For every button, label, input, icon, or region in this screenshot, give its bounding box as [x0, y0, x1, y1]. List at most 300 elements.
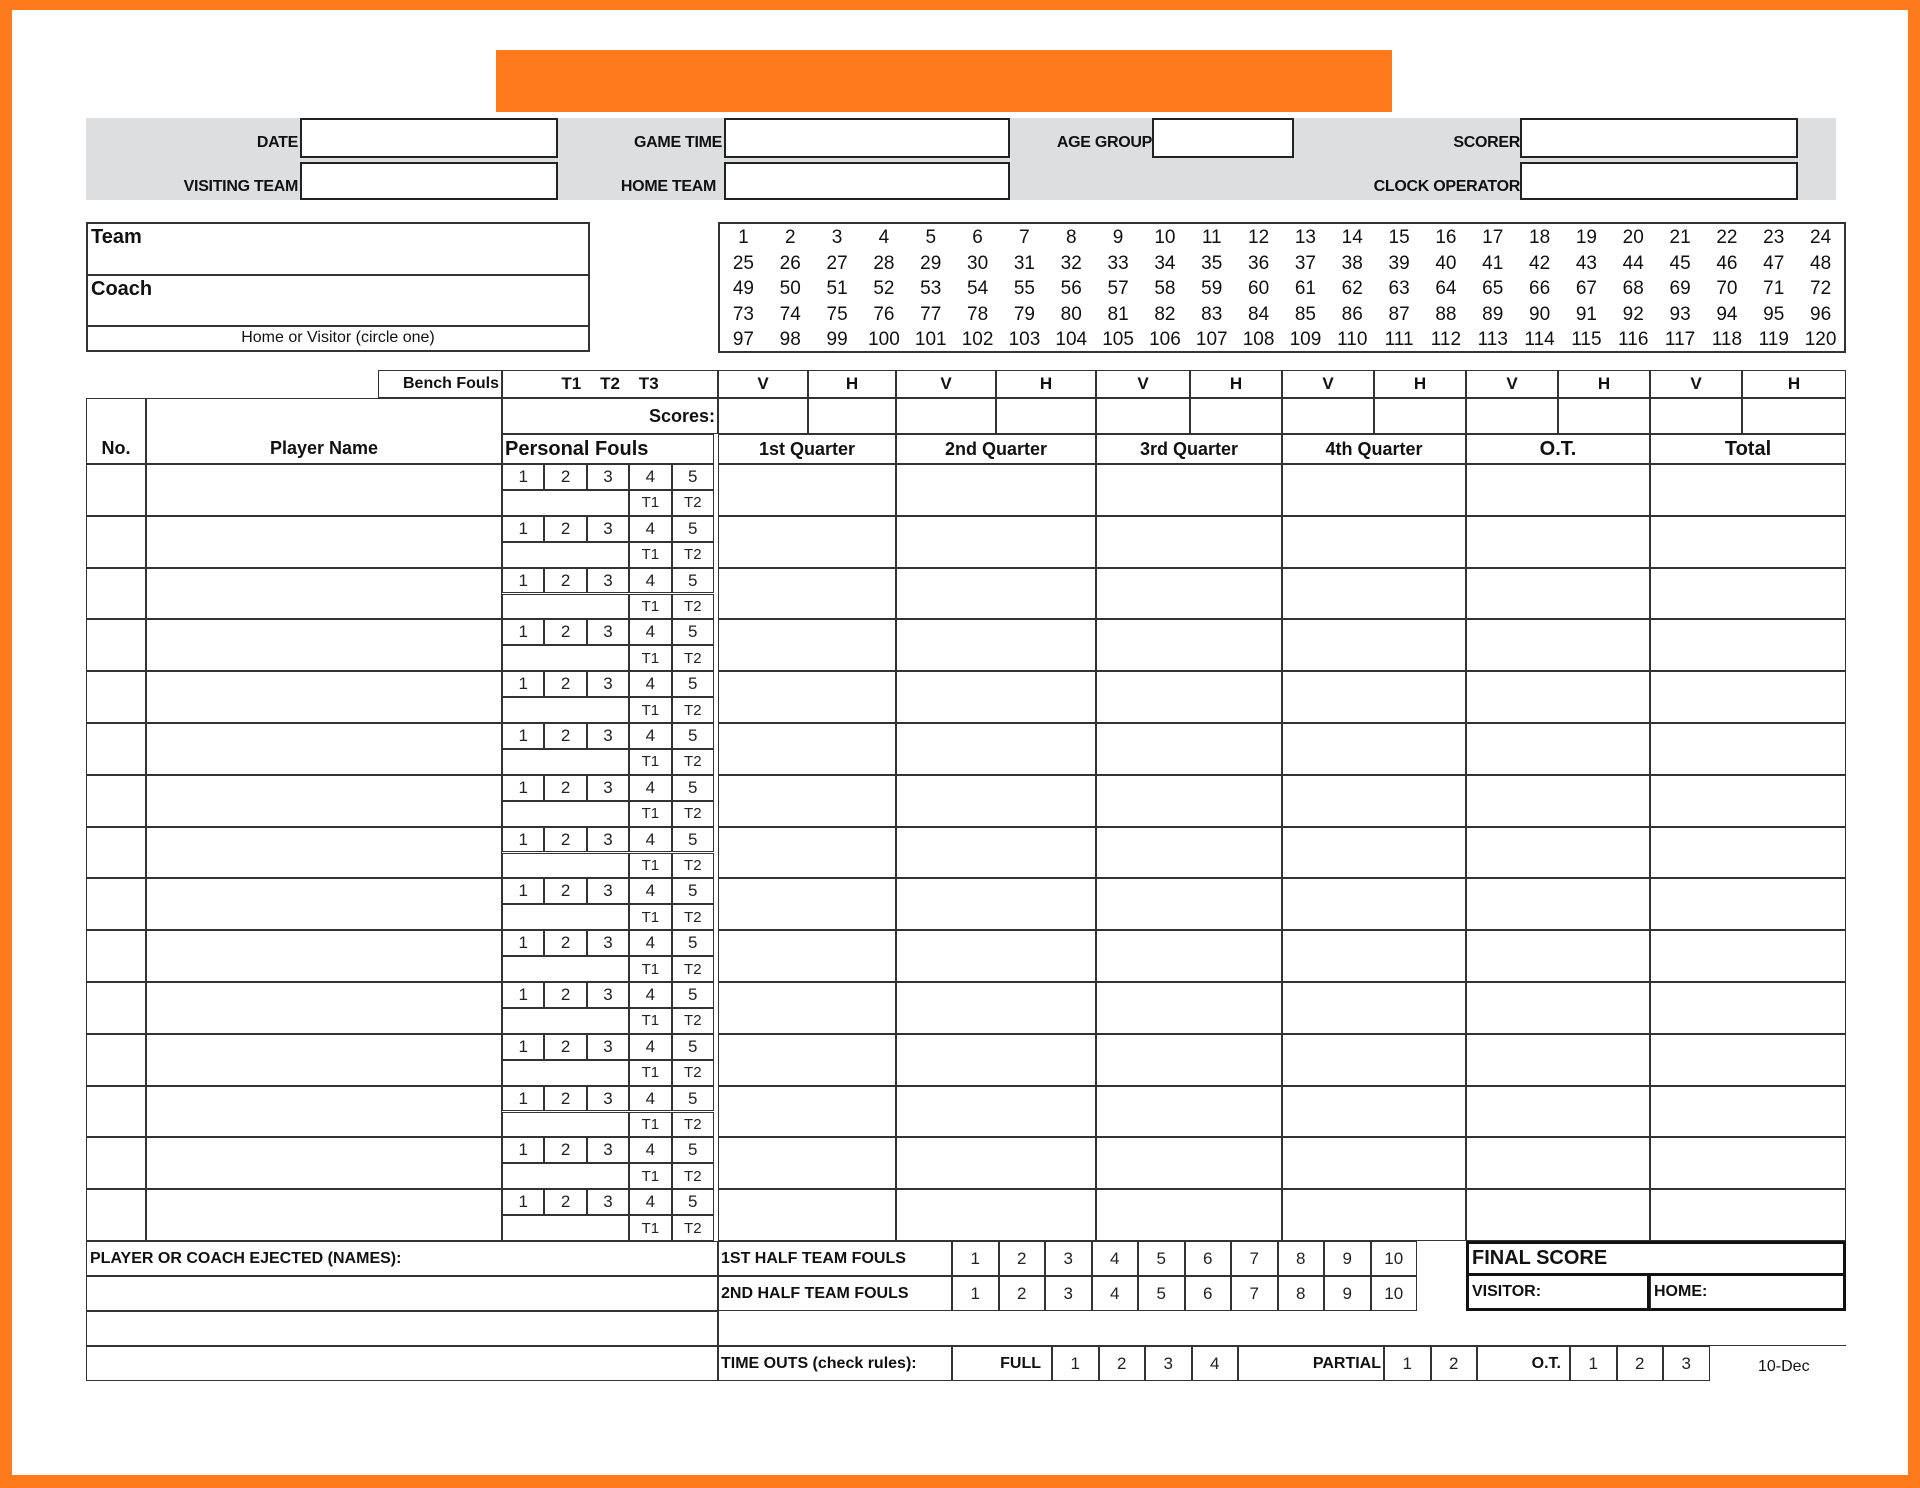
player-number-cell[interactable]: [86, 982, 146, 1034]
personal-foul-box[interactable]: 5: [672, 568, 714, 594]
team-foul-box[interactable]: 6: [1185, 1241, 1232, 1276]
personal-foul-box[interactable]: 1: [502, 516, 544, 542]
period-points-cell[interactable]: [1650, 516, 1846, 568]
running-score-number[interactable]: 74: [779, 303, 801, 325]
personal-foul-box[interactable]: 2: [544, 619, 586, 645]
period-points-cell[interactable]: [1282, 464, 1466, 516]
period-points-cell[interactable]: [1096, 723, 1282, 775]
running-score-number[interactable]: 9: [1112, 227, 1124, 248]
personal-foul-box[interactable]: 3: [587, 1189, 629, 1215]
running-score-number[interactable]: 58: [1154, 278, 1176, 299]
personal-foul-box[interactable]: 3: [587, 723, 629, 749]
running-score-number[interactable]: 8: [1065, 227, 1077, 248]
period-points-cell[interactable]: [1650, 930, 1846, 982]
player-name-cell[interactable]: [146, 723, 502, 775]
running-score-number[interactable]: 30: [967, 252, 989, 274]
period-points-cell[interactable]: [1282, 619, 1466, 671]
player-number-cell[interactable]: [86, 464, 146, 516]
home-team-field[interactable]: [724, 162, 1010, 200]
running-score-number[interactable]: 1: [738, 227, 749, 248]
period-points-cell[interactable]: [896, 568, 1096, 620]
running-score-number[interactable]: 69: [1669, 278, 1691, 299]
period-points-cell[interactable]: [1650, 671, 1846, 723]
period-points-cell[interactable]: [718, 1086, 896, 1138]
period-points-cell[interactable]: [718, 723, 896, 775]
running-score-number[interactable]: 81: [1107, 303, 1129, 325]
running-score-number[interactable]: 90: [1529, 303, 1551, 325]
personal-foul-box[interactable]: 4: [629, 982, 671, 1008]
technical-foul-box[interactable]: T2: [672, 1215, 714, 1241]
running-score-number[interactable]: 36: [1248, 252, 1270, 274]
running-score-number[interactable]: 53: [920, 278, 942, 299]
player-name-cell[interactable]: [146, 1034, 502, 1086]
home-or-visitor-label[interactable]: Home or Visitor (circle one): [241, 329, 435, 346]
period-points-cell[interactable]: [1650, 827, 1846, 879]
period-points-cell[interactable]: [1650, 982, 1846, 1034]
running-score-number[interactable]: 42: [1529, 252, 1551, 274]
running-score-number[interactable]: 56: [1060, 278, 1082, 299]
running-score-number[interactable]: 119: [1758, 329, 1789, 350]
personal-foul-box[interactable]: 2: [544, 982, 586, 1008]
running-score-number[interactable]: 29: [920, 252, 942, 274]
player-name-cell[interactable]: [146, 775, 502, 827]
personal-foul-box[interactable]: 2: [544, 464, 586, 490]
running-score-number[interactable]: 86: [1341, 303, 1363, 325]
running-score-number[interactable]: 31: [1013, 252, 1035, 274]
personal-foul-box[interactable]: 4: [629, 619, 671, 645]
ejected-name-line[interactable]: [86, 1311, 718, 1346]
running-score-number[interactable]: 17: [1482, 227, 1504, 248]
period-points-cell[interactable]: [1466, 1137, 1650, 1189]
partial-timeout-box[interactable]: 1: [1384, 1346, 1431, 1381]
running-score-number[interactable]: 51: [826, 278, 848, 299]
ejected-name-line[interactable]: [86, 1276, 718, 1311]
personal-foul-box[interactable]: 5: [672, 878, 714, 904]
personal-foul-box[interactable]: 3: [587, 671, 629, 697]
team-foul-box[interactable]: 4: [1092, 1276, 1139, 1311]
player-name-cell[interactable]: [146, 827, 502, 879]
quarter-score-cell[interactable]: [1374, 398, 1466, 434]
quarter-score-cell[interactable]: [718, 398, 808, 434]
period-points-cell[interactable]: [1282, 1034, 1466, 1086]
running-score-number[interactable]: 89: [1482, 303, 1504, 325]
personal-foul-box[interactable]: 2: [544, 930, 586, 956]
technical-foul-box[interactable]: T2: [672, 594, 714, 620]
personal-foul-box[interactable]: 4: [629, 671, 671, 697]
player-number-cell[interactable]: [86, 619, 146, 671]
running-score-number[interactable]: 32: [1060, 252, 1082, 274]
period-points-cell[interactable]: [1282, 723, 1466, 775]
running-score-number[interactable]: 103: [1008, 329, 1041, 350]
technical-foul-box[interactable]: T2: [672, 542, 714, 568]
personal-foul-box[interactable]: 2: [544, 671, 586, 697]
technical-foul-box[interactable]: T1: [629, 801, 671, 827]
personal-foul-box[interactable]: 1: [502, 723, 544, 749]
running-score-number[interactable]: 106: [1149, 329, 1181, 350]
running-score-number[interactable]: 114: [1524, 329, 1555, 350]
running-score-number[interactable]: 16: [1435, 227, 1457, 248]
running-score-number[interactable]: 79: [1013, 303, 1035, 325]
personal-foul-box[interactable]: 3: [587, 464, 629, 490]
period-points-cell[interactable]: [1096, 930, 1282, 982]
personal-foul-box[interactable]: 3: [587, 619, 629, 645]
player-number-cell[interactable]: [86, 671, 146, 723]
team-foul-box[interactable]: 7: [1231, 1276, 1278, 1311]
running-score-number[interactable]: 105: [1102, 329, 1134, 350]
technical-foul-box[interactable]: T1: [629, 1008, 671, 1034]
technical-foul-box[interactable]: T2: [672, 904, 714, 930]
personal-foul-box[interactable]: 3: [587, 930, 629, 956]
personal-foul-box[interactable]: 3: [587, 516, 629, 542]
running-score-number[interactable]: 76: [873, 303, 895, 325]
period-points-cell[interactable]: [1282, 1189, 1466, 1241]
scorer-field[interactable]: [1520, 118, 1798, 158]
period-points-cell[interactable]: [896, 1034, 1096, 1086]
personal-foul-box[interactable]: 4: [629, 1137, 671, 1163]
technical-foul-box[interactable]: T1: [629, 542, 671, 568]
personal-foul-box[interactable]: 4: [629, 516, 671, 542]
personal-foul-box[interactable]: 5: [672, 1137, 714, 1163]
quarter-score-cell[interactable]: [896, 398, 996, 434]
running-score-number[interactable]: 37: [1294, 252, 1316, 274]
personal-foul-box[interactable]: 3: [587, 1086, 629, 1112]
date-field[interactable]: [300, 118, 558, 158]
period-points-cell[interactable]: [1466, 1086, 1650, 1138]
personal-foul-box[interactable]: 3: [587, 982, 629, 1008]
technical-foul-box[interactable]: T2: [672, 1008, 714, 1034]
player-number-cell[interactable]: [86, 827, 146, 879]
period-points-cell[interactable]: [1282, 982, 1466, 1034]
running-score-number[interactable]: 57: [1107, 278, 1129, 299]
final-score-home[interactable]: HOME:: [1650, 1276, 1846, 1311]
running-score-number[interactable]: 27: [826, 252, 848, 274]
player-name-cell[interactable]: [146, 516, 502, 568]
player-name-cell[interactable]: [146, 930, 502, 982]
period-points-cell[interactable]: [718, 619, 896, 671]
running-score-number[interactable]: 112: [1430, 329, 1462, 350]
team-foul-box[interactable]: 10: [1371, 1276, 1418, 1311]
running-score-number[interactable]: 50: [779, 278, 801, 299]
running-score-number[interactable]: 71: [1763, 278, 1785, 299]
period-points-cell[interactable]: [1466, 878, 1650, 930]
personal-foul-box[interactable]: 4: [629, 878, 671, 904]
partial-timeout-box[interactable]: 2: [1431, 1346, 1478, 1381]
running-score-number[interactable]: 115: [1571, 329, 1602, 350]
game-time-field[interactable]: [724, 118, 1010, 158]
period-points-cell[interactable]: [718, 1137, 896, 1189]
personal-foul-box[interactable]: 2: [544, 775, 586, 801]
team-foul-box[interactable]: 8: [1278, 1276, 1325, 1311]
quarter-score-cell[interactable]: [1650, 398, 1742, 434]
running-score-number[interactable]: 118: [1711, 329, 1743, 350]
full-timeout-box[interactable]: 4: [1192, 1346, 1239, 1381]
personal-foul-box[interactable]: 5: [672, 516, 714, 542]
personal-foul-box[interactable]: 4: [629, 1034, 671, 1060]
full-timeout-box[interactable]: 3: [1145, 1346, 1192, 1381]
running-score-number[interactable]: 109: [1289, 329, 1322, 350]
period-points-cell[interactable]: [1096, 982, 1282, 1034]
personal-foul-box[interactable]: 1: [502, 1189, 544, 1215]
technical-foul-box[interactable]: T1: [629, 1163, 671, 1189]
running-score-number[interactable]: 98: [779, 329, 801, 350]
player-name-cell[interactable]: [146, 1189, 502, 1241]
period-points-cell[interactable]: [1096, 878, 1282, 930]
period-points-cell[interactable]: [1096, 827, 1282, 879]
running-score-number[interactable]: 67: [1575, 278, 1597, 299]
team-foul-box[interactable]: 9: [1324, 1241, 1371, 1276]
ot-timeout-box[interactable]: 1: [1570, 1346, 1617, 1381]
technical-foul-box[interactable]: T1: [629, 645, 671, 671]
running-score-number[interactable]: 107: [1195, 329, 1228, 350]
period-points-cell[interactable]: [896, 1137, 1096, 1189]
running-score-number[interactable]: 6: [972, 227, 983, 248]
running-score-number[interactable]: 26: [779, 252, 801, 274]
personal-foul-box[interactable]: 5: [672, 619, 714, 645]
team-foul-box[interactable]: 9: [1324, 1276, 1371, 1311]
running-score-number[interactable]: 73: [732, 303, 754, 325]
player-name-cell[interactable]: [146, 878, 502, 930]
period-points-cell[interactable]: [896, 516, 1096, 568]
personal-foul-box[interactable]: 1: [502, 982, 544, 1008]
player-number-cell[interactable]: [86, 1189, 146, 1241]
quarter-score-cell[interactable]: [1096, 398, 1190, 434]
running-score-number[interactable]: 15: [1388, 227, 1410, 248]
player-name-cell[interactable]: [146, 464, 502, 516]
period-points-cell[interactable]: [1466, 516, 1650, 568]
personal-foul-box[interactable]: 5: [672, 775, 714, 801]
running-score-number[interactable]: 91: [1575, 303, 1597, 325]
running-score-number[interactable]: 94: [1716, 303, 1738, 325]
personal-foul-box[interactable]: 2: [544, 878, 586, 904]
personal-foul-box[interactable]: 4: [629, 723, 671, 749]
technical-foul-box[interactable]: T2: [672, 490, 714, 516]
running-score-number[interactable]: 18: [1529, 227, 1551, 248]
period-points-cell[interactable]: [896, 775, 1096, 827]
running-score-number[interactable]: 113: [1477, 329, 1508, 350]
period-points-cell[interactable]: [1466, 464, 1650, 516]
period-points-cell[interactable]: [1466, 982, 1650, 1034]
running-score-number[interactable]: 33: [1107, 252, 1129, 274]
running-score-number[interactable]: 83: [1201, 303, 1223, 325]
period-points-cell[interactable]: [1466, 930, 1650, 982]
personal-foul-box[interactable]: 3: [587, 1034, 629, 1060]
personal-foul-box[interactable]: 4: [629, 930, 671, 956]
period-points-cell[interactable]: [1096, 1189, 1282, 1241]
period-points-cell[interactable]: [896, 982, 1096, 1034]
running-score-number[interactable]: 39: [1388, 252, 1410, 274]
technical-foul-box[interactable]: T2: [672, 697, 714, 723]
period-points-cell[interactable]: [1282, 827, 1466, 879]
technical-foul-box[interactable]: T1: [629, 1215, 671, 1241]
running-score-number[interactable]: 70: [1716, 278, 1738, 299]
player-number-cell[interactable]: [86, 1137, 146, 1189]
running-score-number[interactable]: 78: [967, 303, 989, 325]
running-score-number[interactable]: 84: [1248, 303, 1270, 325]
team-foul-box[interactable]: 5: [1138, 1241, 1185, 1276]
running-score-number[interactable]: 85: [1294, 303, 1316, 325]
team-foul-box[interactable]: 1: [952, 1241, 999, 1276]
personal-foul-box[interactable]: 1: [502, 1086, 544, 1112]
running-score-number[interactable]: 63: [1388, 278, 1410, 299]
technical-foul-box[interactable]: T1: [629, 1060, 671, 1086]
personal-foul-box[interactable]: 3: [587, 775, 629, 801]
running-score-number[interactable]: 61: [1294, 278, 1316, 299]
running-score-number[interactable]: 111: [1384, 329, 1414, 350]
period-points-cell[interactable]: [1650, 619, 1846, 671]
personal-foul-box[interactable]: 1: [502, 930, 544, 956]
running-score-number[interactable]: 52: [873, 278, 895, 299]
personal-foul-box[interactable]: 5: [672, 930, 714, 956]
personal-foul-box[interactable]: 1: [502, 671, 544, 697]
running-score-number[interactable]: 5: [925, 227, 937, 248]
personal-foul-box[interactable]: 5: [672, 1086, 714, 1112]
period-points-cell[interactable]: [1282, 878, 1466, 930]
period-points-cell[interactable]: [718, 516, 896, 568]
period-points-cell[interactable]: [896, 827, 1096, 879]
team-foul-box[interactable]: 8: [1278, 1241, 1325, 1276]
running-score-number[interactable]: 7: [1019, 227, 1030, 248]
running-score-number[interactable]: 96: [1810, 303, 1832, 325]
clock-operator-field[interactable]: [1520, 162, 1798, 200]
running-score-number[interactable]: 3: [831, 227, 843, 248]
player-name-cell[interactable]: [146, 568, 502, 620]
period-points-cell[interactable]: [1650, 1137, 1846, 1189]
running-score-number[interactable]: 28: [873, 252, 895, 274]
period-points-cell[interactable]: [896, 878, 1096, 930]
period-points-cell[interactable]: [718, 827, 896, 879]
running-score-number[interactable]: 10: [1154, 227, 1176, 248]
player-name-cell[interactable]: [146, 671, 502, 723]
running-score-number[interactable]: 55: [1013, 278, 1035, 299]
period-points-cell[interactable]: [1650, 1034, 1846, 1086]
technical-foul-box[interactable]: T1: [629, 904, 671, 930]
running-score-number[interactable]: 72: [1810, 278, 1832, 299]
personal-foul-box[interactable]: 4: [629, 464, 671, 490]
team-foul-box[interactable]: 2: [999, 1276, 1046, 1311]
technical-foul-box[interactable]: T2: [672, 1112, 714, 1138]
period-points-cell[interactable]: [1466, 671, 1650, 723]
running-score-number[interactable]: 93: [1669, 303, 1691, 325]
running-score-number[interactable]: 104: [1055, 329, 1088, 350]
running-score-number[interactable]: 19: [1575, 227, 1597, 248]
running-score-number[interactable]: 46: [1716, 252, 1738, 274]
final-score-visitor[interactable]: VISITOR:: [1466, 1276, 1650, 1311]
running-score-number[interactable]: 11: [1201, 227, 1222, 248]
running-score-number[interactable]: 35: [1201, 252, 1223, 274]
technical-foul-box[interactable]: T2: [672, 1163, 714, 1189]
personal-foul-box[interactable]: 1: [502, 775, 544, 801]
running-score-number[interactable]: 116: [1618, 329, 1649, 350]
personal-foul-box[interactable]: 1: [502, 1034, 544, 1060]
running-score-number[interactable]: 14: [1341, 227, 1363, 248]
running-score-number[interactable]: 22: [1716, 227, 1738, 248]
personal-foul-box[interactable]: 2: [544, 568, 586, 594]
personal-foul-box[interactable]: 2: [544, 1137, 586, 1163]
quarter-score-cell[interactable]: [996, 398, 1096, 434]
period-points-cell[interactable]: [1282, 930, 1466, 982]
personal-foul-box[interactable]: 5: [672, 982, 714, 1008]
period-points-cell[interactable]: [1466, 723, 1650, 775]
period-points-cell[interactable]: [1096, 1034, 1282, 1086]
period-points-cell[interactable]: [1096, 1086, 1282, 1138]
period-points-cell[interactable]: [1282, 775, 1466, 827]
team-foul-box[interactable]: 10: [1371, 1241, 1418, 1276]
full-timeout-box[interactable]: 1: [1052, 1346, 1099, 1381]
running-score-number[interactable]: 77: [920, 303, 942, 325]
running-score-number[interactable]: 41: [1482, 252, 1504, 274]
personal-foul-box[interactable]: 3: [587, 878, 629, 904]
running-score-number[interactable]: 75: [826, 303, 848, 325]
period-points-cell[interactable]: [1650, 878, 1846, 930]
period-points-cell[interactable]: [896, 619, 1096, 671]
running-score-number[interactable]: 97: [732, 329, 754, 350]
period-points-cell[interactable]: [718, 1189, 896, 1241]
running-score-number[interactable]: 88: [1435, 303, 1457, 325]
running-score-number[interactable]: 110: [1337, 329, 1368, 350]
period-points-cell[interactable]: [1466, 619, 1650, 671]
player-number-cell[interactable]: [86, 878, 146, 930]
bench-fouls-marks[interactable]: T1 T2 T3: [502, 370, 718, 398]
technical-foul-box[interactable]: T1: [629, 490, 671, 516]
personal-foul-box[interactable]: 4: [629, 1086, 671, 1112]
running-score-number[interactable]: 99: [826, 329, 848, 350]
running-score-number[interactable]: 24: [1810, 227, 1832, 248]
ot-timeout-box[interactable]: 3: [1663, 1346, 1710, 1381]
period-points-cell[interactable]: [1466, 775, 1650, 827]
personal-foul-box[interactable]: 1: [502, 568, 544, 594]
period-points-cell[interactable]: [896, 671, 1096, 723]
period-points-cell[interactable]: [1650, 1189, 1846, 1241]
running-score-number[interactable]: 20: [1622, 227, 1644, 248]
team-foul-box[interactable]: 5: [1138, 1276, 1185, 1311]
period-points-cell[interactable]: [718, 930, 896, 982]
period-points-cell[interactable]: [718, 982, 896, 1034]
ot-timeout-box[interactable]: 2: [1617, 1346, 1664, 1381]
period-points-cell[interactable]: [1096, 775, 1282, 827]
period-points-cell[interactable]: [718, 568, 896, 620]
period-points-cell[interactable]: [896, 1086, 1096, 1138]
running-score-number[interactable]: 65: [1482, 278, 1504, 299]
period-points-cell[interactable]: [1096, 464, 1282, 516]
running-score-number[interactable]: 64: [1435, 278, 1457, 299]
running-score-number[interactable]: 49: [732, 278, 754, 299]
quarter-score-cell[interactable]: [1742, 398, 1846, 434]
personal-foul-box[interactable]: 1: [502, 827, 544, 853]
technical-foul-box[interactable]: T2: [672, 1060, 714, 1086]
personal-foul-box[interactable]: 2: [544, 827, 586, 853]
personal-foul-box[interactable]: 1: [502, 1137, 544, 1163]
technical-foul-box[interactable]: T1: [629, 594, 671, 620]
period-points-cell[interactable]: [1282, 1137, 1466, 1189]
personal-foul-box[interactable]: 3: [587, 1137, 629, 1163]
quarter-score-cell[interactable]: [1282, 398, 1374, 434]
quarter-score-cell[interactable]: [1558, 398, 1650, 434]
player-number-cell[interactable]: [86, 775, 146, 827]
age-group-field[interactable]: [1152, 118, 1294, 158]
team-foul-box[interactable]: 3: [1045, 1276, 1092, 1311]
period-points-cell[interactable]: [896, 723, 1096, 775]
team-foul-box[interactable]: 3: [1045, 1241, 1092, 1276]
player-number-cell[interactable]: [86, 723, 146, 775]
running-score-number[interactable]: 44: [1622, 252, 1644, 274]
team-foul-box[interactable]: 1: [952, 1276, 999, 1311]
personal-foul-box[interactable]: 5: [672, 464, 714, 490]
personal-foul-box[interactable]: 5: [672, 1034, 714, 1060]
running-score-number[interactable]: 95: [1763, 303, 1785, 325]
personal-foul-box[interactable]: 4: [629, 827, 671, 853]
technical-foul-box[interactable]: T2: [672, 749, 714, 775]
running-score-number[interactable]: 80: [1060, 303, 1082, 325]
